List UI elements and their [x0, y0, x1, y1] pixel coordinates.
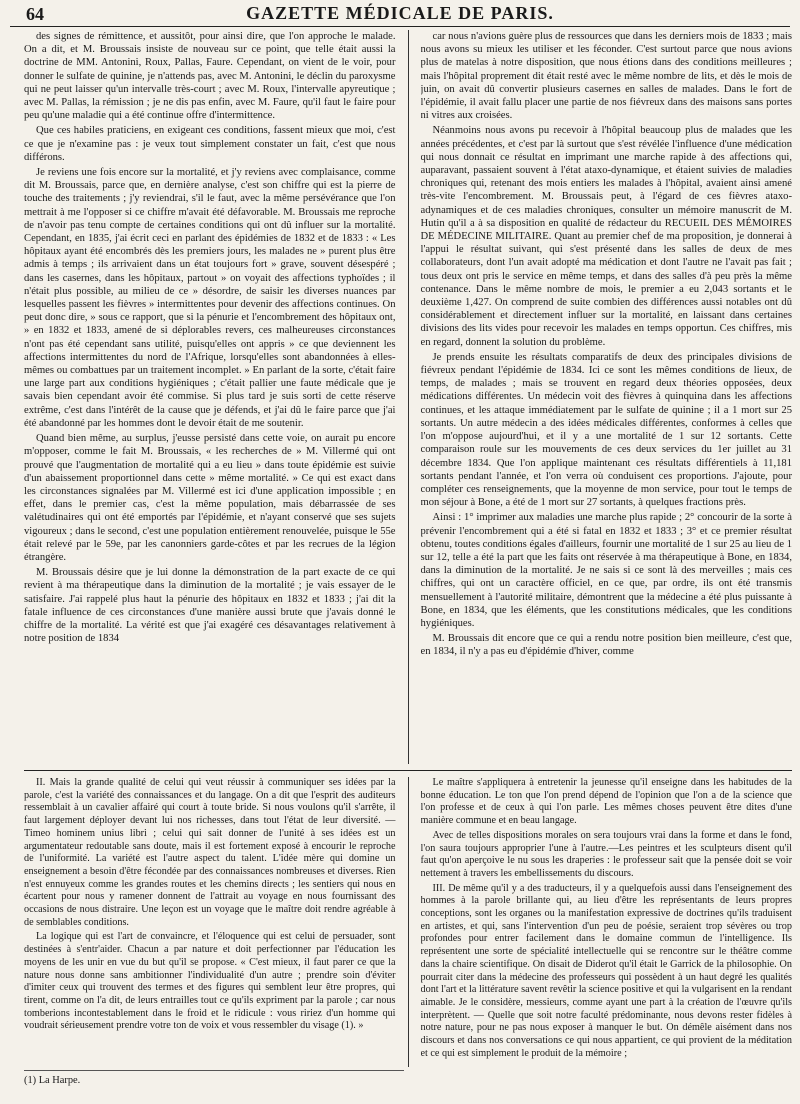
paragraph: Je reviens une fois encore sur la mortalité, et j'y reviens avec complaisance, comme dit M. Broussais, parce que, en dernière analyse, c'est son chiffre qui est la pierre de touche des traitements ; j'y reviendrai, s'il le faut, avec la même persévérance que l'on mettrait à me l'opposer si ce chiffre m'avait été défavorable. M. Broussais me reproche de n'avoir pas tenu compte de certaines conditions qui ont dû influer sur la mortalité. Cependant, en 1835, j'ai écrit ceci en parlant des épidémies de 1832 et de 1833 : « Les hôpitaux ayant été encombrés dès les premiers jours, les malades ne » purent plus être admis à temps ; ils arrivaient dans un état toujours fort » grave, souvent désespéré ; dans les casernes, dans les hôpitaux, partout » on voyait des affections typhoïdes ; il n'était plus possible, au milieu de ce » désordre, de saisir les diverses nuances par lesquelles passent les fièvres » intermittentes pour devenir des affections continues. On peut donc dire, » sous ce rapport, que si la pénurie et l'encombrement des hôpitaux ont, » en 1832 et 1833, amené de si déplorables revers, ces malheureuses circonstances n'ont pas été cependant sans utilité, puisqu'elles ont appris » ce que deviennent les affections intermittentes du nord de l'Afrique, lorsqu'elles sont abandonnées à elles-mêmes ou combattues par un traitement incomplet. » En parlant de la sorte, c'était faire une large part aux conditions hygiéniques ; c'était pallier une faute médicale que je savais bien cependant avoir été commise. Si plus tard je suis sorti de cette réserve extrême, c'est dans l'intérêt de la cause que je défends, et j'ai dû le faire parce que j'ai été abandonné par les hommes dont le devoir était de me soutenir.: [24, 167, 396, 429]
paragraph: Avec de telles dispositions morales on sera toujours vrai dans la forme et dans le fond, l'on saura toujours approprier l'une à l'autre.—Les peintres et les sculpteurs disent qu'il faut qu'on aperçoive le nu sous les draperies : le professeur sait que la pensée doit se voir nettement à travers les embellissements du discours.: [420, 829, 792, 879]
main-article: [24, 30, 792, 764]
paragraph: Je prends ensuite les résultats comparatifs de deux des principales divisions de fiévreux pendant l'épidémie de 1834. Ici ce sont les mêmes conditions de lieux, de temps, de malades ; mais se trouvent en regard deux théories opposées, deux médications différentes. Un médecin voit des fièvres à quinquina dans les affections continues, et les attaque immédiatement par le sulfate de quinine ; il a 1 mort sur 25 sortants. Un autre médecin a des idées médicales différentes, conformes à celles que l'on m'oppose aujourd'hui, et il y a une mortalité de 1 sur 12 sortants. Cette comparaison roule sur les mouvements de ces deux services du 1er juillet au 31 décembre 1834. Que l'on applique maintenant ces résultats différentiels à 11,181 sortants pendant l'année, et l'on verra où conduisent ces proportions. J'ajoute, pour compléter ces renseignements, que la moyenne de mon service, pour tout le temps de mon séjour à Bone, a été de 1 mort sur 27 sortants, à quelques fractions près.: [420, 351, 792, 509]
paragraph: III. De même qu'il y a des traducteurs, il y a quelquefois aussi dans l'enseignement des hommes à la parole brillante qui, au lieu d'être les représentants de leurs propres conceptions, sont les organes ou la manifestation expressive de doctrines qu'ils traduisent en artistes, et qui, sans l'intervention d'un peu de poésie, seraient trop sévères ou trop profondes pour entrer facilement dans le domaine commun de l'intelligence. Ils représentent une sorte de spécialité intellectuelle qui se rencontre sur le théâtre comme dans la chaire scientifique. On disait de Diderot qu'il était le Garrick de la philosophie. On pourrait citer dans la médecine des professeurs qui possèdent à un haut degré les qualités dont l'art et la littérature savent revêtir la science positive et qui la vulgarisent en la rendant aimable. Je le considère, messieurs, comme ayant une part à la création de l'œuvre qu'ils interprètent. — Quelle que soit notre faculté prédominante, nous devons rester fidèles à notre nature, pour ne pas nous exposer à manquer le but. On démêle aisément dans nos discours et dans nos conversations ce qui nous appartient, ce qui provient de la méditation et ce qui est simplement le produit de la mémoire ;: [420, 882, 792, 1059]
page-header: [10, 0, 790, 27]
column-divider: [408, 30, 409, 764]
upper-left-column: [24, 30, 396, 764]
footnote: (1) La Harpe.: [24, 1070, 404, 1086]
paragraph: II. Mais la grande qualité de celui qui veut réussir à communiquer ses idées par la parole, c'est la variété des connaissances et du langage. On a dit que l'esprit des auditeurs ressemblait à un cavalier affairé qui court à toute bride. Si nous voulons qu'il s'arrête, il faut largement déployer devant lui nos richesses, dans tout l'état de leur diversité. — Timeo hominem unius libri ; celui qui sait donner de l'unité à ses idées est un argumentateur redoutable sans doute, mais il est fortement exposé à encourir le reproche de l'uniformité. La variété est l'autre aspect du talent. L'idée mère qui domine un enseignement a besoin d'être fécondée par des connaissances nombreuses et diverses. Rien n'est ennuyeux comme les grandes routes et les chemins directs ; les sentiers qui nous en écartent pour nous y ramener donnent de l'attrait au voyage en nous fournissant des occasions de nous distraire. Une leçon est un voyage que le maître doit rendre agréable à de semblables conditions.: [24, 777, 396, 928]
paragraph: des signes de rémittence, et aussitôt, pour ainsi dire, que l'on approche le malade. On a dit, et M. Broussais insiste de nouveau sur ce point, que telle était aussi la doctrine de MM. Antonini, Roux, Pallas, Faure. Cependant, on vient de le voir, pour donner le sulfate de quinine, je n'attends pas, avec M. Antonini, le déclin du paroxysme qui ne peut laisser qu'un intervalle très-court ; avec M. Roux, l'intervalle apyreutique ; avec M. Pallas, la rémission ; je ne dis pas enfin, avec M. Faure, qu'il faut le faire pour peu qu'une maladie qui a été continue offre d'intermittence.: [24, 31, 396, 122]
paragraph: Que ces habiles praticiens, en exigeant ces conditions, fassent mieux que moi, c'est ce que je n'examine pas : je veux tout simplement constater un fait, c'est que nous différons.: [24, 125, 396, 163]
lower-right-column: [421, 777, 793, 1067]
upper-right-column: [421, 30, 793, 764]
paragraph: car nous n'avions guère plus de ressources que dans les derniers mois de 1833 ; mais nous avons su mieux les utiliser et les féconder. C'est surtout parce que nous avions plus de matelas à notre disposition, que nous étions dans des conditions meilleures ; mais l'hôpital proprement dit était resté avec le même nombre de lits, et dès le mois de juin, on avait dû convertir plusieurs casernes en salles de malades. Dans le fort de l'épidémie, il avait fallu placer une partie de nos fiévreux dans des maisons sans portes ni vitres aux croisées.: [420, 31, 792, 122]
paragraph: M. Broussais désire que je lui donne la démonstration de la part exacte de ce qui revient à ma thérapeutique dans la diminution de la mortalité ; je vais essayer de le satisfaire. J'ai rappelé plus haut la pénurie des hôpitaux en 1832 et 1833 ; j'ai dit la fatale influence de ces circonstances d'une manière aussi brute que j'avais donné le chiffre de la mortalité. La vérité est que j'ai exagéré ces désavantages relativement à notre position de 1834: [24, 567, 396, 645]
column-divider: [408, 777, 409, 1067]
paragraph: Quand bien même, au surplus, j'eusse persisté dans cette voie, on aurait pu encore m'opposer, comme le fait M. Broussais, « les recherches de » M. Villermé qui ont prouvé que l'augmentation de mortalité qui a eu lieu » dans toute épidémie est suivie d'un abaissement proportionnel dans cette » même mortalité. » Ce qui est exact dans les circonstances signalées par M. Villermé est ici d'une application impossible ; en effet, dans le premier cas, c'est la même population, mais débarrassée de ses valétudinaires qui ont été emportés par l'épidémie, et n'ayant conservé que ses sujets vigoureux ; dans le second, c'est une population entièrement renouvelée, puisque le 55e était relevé par le 59e, par les canonniers garde-côtes et par les recrues de la légion étrangère.: [24, 433, 396, 563]
page-number: 64: [26, 4, 44, 24]
lower-left-column: [24, 777, 396, 1067]
paragraph: Le maître s'appliquera à entretenir la jeunesse qu'il enseigne dans les habitudes de la bonne éducation. Le ton que l'on prend dépend de l'opinion que l'on a de la science que l'on professe et de ceux à qui l'on parle. Les mêmes choses peuvent être dites d'une manière commune et en beau langage.: [420, 777, 792, 827]
paragraph: La logique qui est l'art de convaincre, et l'éloquence qui est celui de persuader, sont destinées à s'entr'aider. Chacun a par nature et doit perfectionner par l'éducation les moyens de les unir en vue du but qu'il se propose. « C'est mieux, il faut parer ce que la nature nous donne sans ambitionner l'individualité d'un autre ; prendre soin d'éviter d'imiter ceux qui trouvent des termes et des figures qui semblent leur être propres, qui tirent, comme on l'a dit, de leurs entrailles tout ce qu'ils expriment par la parole ; car nous tomberions incontestablement dans le froid et le ridicule : vous ririez d'un homme qui voudrait sérieusement prendre votre ton de voix et vous ressembler du visage (1). »: [24, 931, 396, 1032]
running-title: GAZETTE MÉDICALE DE PARIS.: [246, 2, 554, 23]
paragraph: Néanmoins nous avons pu recevoir à l'hôpital beaucoup plus de malades que les années précédentes, et c'est par là surtout que s'est révélée l'influence d'une médication qui nous donnait ce résultat en imprimant une marche rapide à des affections qui, auparavant, passaient souvent à l'état ataxo-dynamique, et étaient suivies de maladies chroniques qui, retenant des mois entiers les malades à l'hôpital, avaient ainsi amené très-vite l'encombrement. M. Broussais peut, à l'égard de ces fièvres ataxo-adynamiques et de ces maladies chroniques, consulter un mémoire manuscrit de M. Hutin qu'il a à sa disposition en qualité de rédacteur du RECUEIL DES MÉMOIRES DE MÉDECINE MILITAIRE. Quant au premier chef de ma proposition, je donnerai à l'appui le résultat suivant, qui s'est présenté dans les salles de deux de mes collaborateurs, dont l'un avait adopté ma médication et dont l'autre ne l'avait pas fait ; tous deux ont pris le service en même temps, et dans des salles d'à peu près la même contenance. Dans le même nombre de mois, le premier a eu 2,043 sortants et le deuxième 1,427. On comprend de suite combien des différences aussi notables ont dû considérablement et directement influer sur la mortalité, en laissant dans certaines divisions des lits vides pour recevoir les malades en temps opportun. Ces chiffres, mis en regard, donnent la solution du problème.: [420, 125, 792, 348]
paragraph: M. Broussais dit encore que ce qui a rendu notre position bien meilleure, c'est que, en 1834, il n'y a pas eu d'épidémie d'hiver, comme: [420, 633, 792, 658]
paragraph: Ainsi : 1° imprimer aux maladies une marche plus rapide ; 2° concourir de la sorte à prévenir l'encombrement qui a été si fatal en 1832 et 1833 ; 3° et ce premier résultat obtenu, toutes conditions égales d'ailleurs, fournir une mortalité de 1 sur 25 au lieu de 1 sur 12, telle a été la part que les faits ont réservée à ma thérapeutique à Bone, en 1834, dans la diminution de la mortalité. Je ne sais si ce sont là des merveilles ; mais ces chiffres, qui ont un caractère officiel, en ce que, par ordre, ils ont été transmis mensuellement à l'autorité militaire, démontrent que la médecine a été plus puissante à Bone, en 1834, que les éléments, que les constitutions médicales, que les conditions hygiéniques.: [420, 512, 792, 629]
feuilleton: [24, 770, 792, 1067]
